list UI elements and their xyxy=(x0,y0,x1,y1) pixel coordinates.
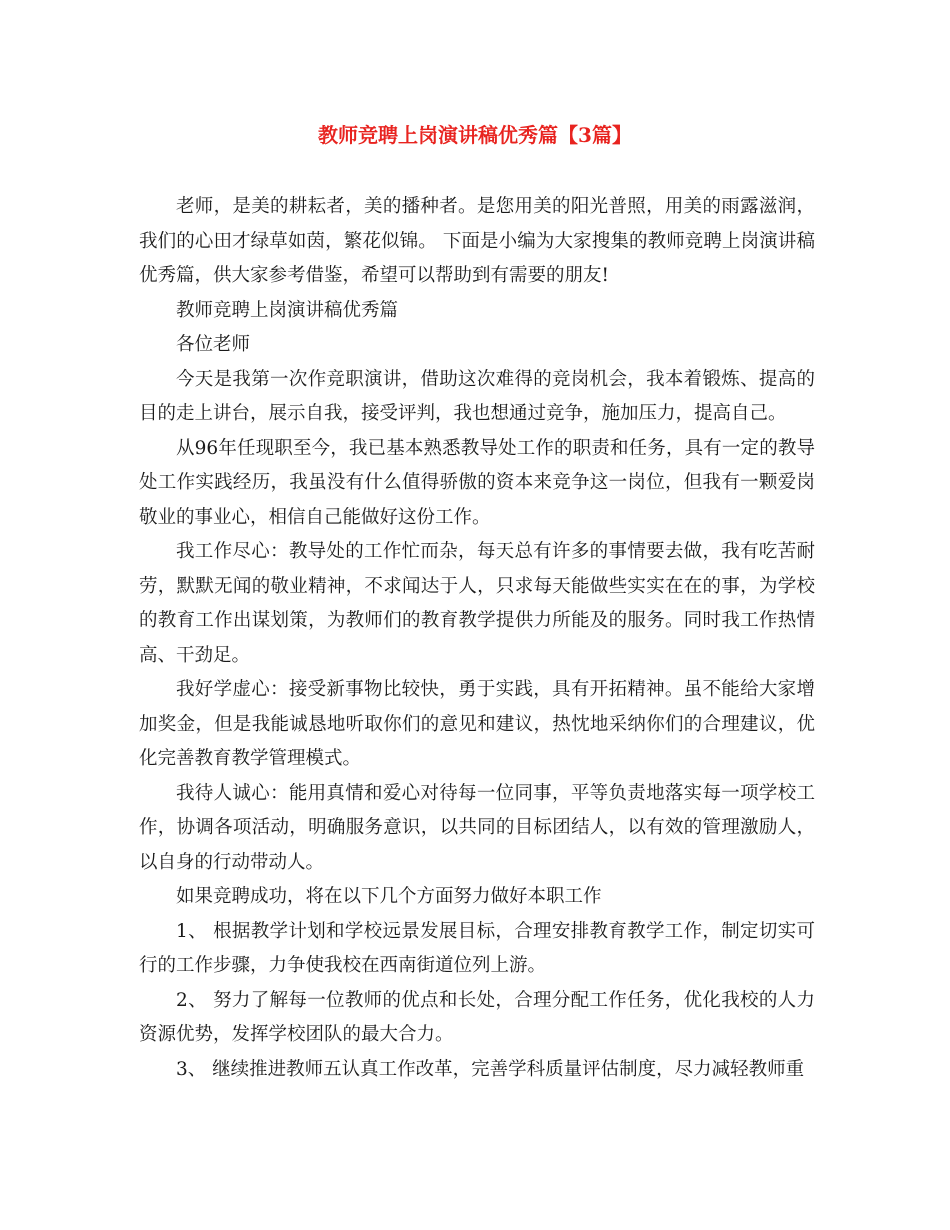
plan-item-2: 2、 努力了解每一位教师的优点和长处，合理分配工作任务，优化我校的人力资源优势，发挥学校团队的最大合力。 xyxy=(139,989,815,1045)
body-paragraph: 我好学虚心：接受新事物比较快，勇于实践，具有开拓精神。虽不能给大家增加奖金，但是我能诚恳地听取你们的意见和建议，热忱地采纳你们的合理建议，优化完善教育教学管理模式。 xyxy=(139,679,815,769)
body-paragraph: 今天是我第一次作竞职演讲，借助这次难得的竞岗机会，我本着锻炼、提高的目的走上讲台，展示自我，接受评判，我也想通过竞争，施加压力，提高自己。 xyxy=(139,368,815,424)
document-title: 教师竞聘上岗演讲稿优秀篇【3篇】 xyxy=(318,123,632,147)
body-paragraph: 我工作尽心：教导处的工作忙而杂，每天总有许多的事情要去做，我有吃苦耐劳，默默无闻的敬业精神，不求闻达于人，只求每天能做些实实在在的事，为学校的教育工作出谋划策，为教师们的教育教学提供力所能及的服务。同时我工作热情高、干劲足。 xyxy=(139,541,815,666)
body-paragraph: 我待人诚心：能用真情和爱心对待每一位同事，平等负责地落实每一项学校工作，协调各项活动，明确服务意识，以共同的目标团结人，以有效的管理激励人，以自身的行动带动人。 xyxy=(139,782,815,873)
section-heading: 教师竞聘上岗演讲稿优秀篇 xyxy=(176,299,399,321)
plan-item-1: 1、 根据教学计划和学校远景发展目标，合理安排教育教学工作，制定切实可行的工作步骤，力争使我校在西南街道位列上游。 xyxy=(139,920,815,976)
intro-paragraph: 老师，是美的耕耘者，美的播种者。是您用美的阳光普照，用美的雨露滋润，我们的心田才绿草如茵，繁花似锦。 下面是小编为大家搜集的教师竞聘上岗演讲稿优秀篇，供大家参考借鉴，希望可以帮助到有需要的朋友! xyxy=(139,196,815,286)
document-body xyxy=(139,190,815,1087)
plan-item-3: 3、 继续推进教师五认真工作改革，完善学科质量评估制度，尽力减轻教师重 xyxy=(176,1058,805,1080)
salutation: 各位老师 xyxy=(176,334,251,355)
body-paragraph: 从96年任现职至今，我已基本熟悉教导处工作的职责和任务，具有一定的教导处工作实践经历，我虽没有什么值得骄傲的资本来竞争这一岗位，但我有一颗爱岗敬业的事业心，相信自己能做好这份工作。 xyxy=(139,437,815,528)
plan-intro: 如果竞聘成功，将在以下几个方面努力做好本职工作 xyxy=(176,886,602,907)
